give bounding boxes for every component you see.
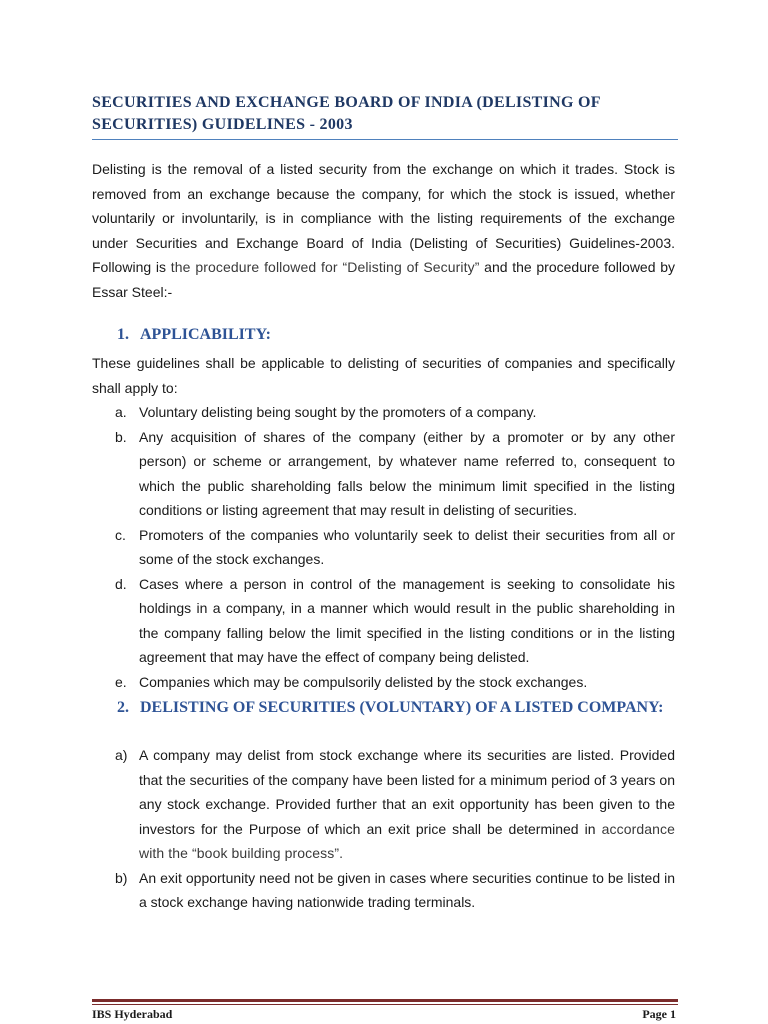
footer-page-number: Page 1 [642, 1007, 676, 1021]
page-title: SECURITIES AND EXCHANGE BOARD OF INDIA (DELISTING OF SECURITIES) GUIDELINES - 2003 [92, 94, 601, 133]
list-item-text: An exit opportunity need not be given in cases where securities continue to be listed in a stock exchange having nationwide trading terminals. [139, 869, 675, 910]
list-item [92, 425, 675, 523]
list-item [92, 670, 675, 695]
list-item-text: Promoters of the companies who voluntarily seek to delist their securities from all or some of the stock exchanges. [139, 526, 675, 567]
list-item [92, 866, 675, 915]
list-item [92, 572, 675, 670]
section-title: APPLICABILITY: [140, 326, 271, 343]
list-item-text: Voluntary delisting being sought by the promoters of a company. [139, 404, 537, 420]
list-marker: d. [115, 575, 127, 592]
intro-text-procedure: the procedure followed for “Delisting of Security” [165, 259, 480, 275]
list-item-text-soft: accordance with the “book building process”. [139, 820, 675, 861]
list-marker: a. [115, 404, 127, 420]
intro-text-essar: and the procedure followed by Essar Steel:- [92, 259, 675, 300]
list-item-text: Any acquisition of shares of the company (either by a promoter or by any other person) or scheme or arrangement, by whatever name referred to, consequent to which the public shareholding falls below the minimum limit specified in the listing conditions or listing agreement that may result in delisting of securities. [139, 428, 675, 518]
list-item [92, 743, 675, 866]
footer-divider-thick [92, 999, 678, 1002]
footer-divider-thin [92, 1004, 678, 1005]
footer-institution: IBS Hyderabad [92, 1007, 173, 1021]
applicability-list [92, 400, 675, 694]
section-number: 2. [117, 699, 129, 716]
list-marker: a) [115, 747, 128, 763]
list-marker: b) [115, 869, 128, 886]
list-item-text: A company may delist from stock exchange where its securities are listed. Provided that the securities of the company have been listed for a minimum period of 3 years on any stock exchange. Provided further that an exit opportunity has been given to the investors for the Purpose of which an exit price shall be determined in [139, 747, 675, 837]
list-marker: b. [115, 428, 127, 445]
list-marker: c. [115, 526, 126, 543]
list-item-text: Cases where a person in control of the management is seeking to consolidate his holdings in a company, in a manner which would result in the public shareholding in the company falling below the limit specified in the listing conditions or in the listing agreement that may have the effect of company being delisted. [139, 575, 675, 665]
intro-paragraph [92, 157, 675, 304]
voluntary-delisting-list [92, 743, 675, 915]
list-item [92, 400, 675, 425]
section-title: DELISTING OF SECURITIES (VOLUNTARY) OF A LISTED COMPANY: [140, 699, 664, 716]
intro-text: Delisting is the removal of a listed security from the exchange on which it trades. Stock is removed from an exchange because the company, for which the stock is issued, whether voluntarily or involuntarily, is in compliance with the listing requirements of the exchange under Securities and Exchange Board of India (Delisting of Securities) Guidelines-2003. Following is [92, 161, 675, 275]
section-heading-voluntary-delisting [117, 696, 677, 720]
list-marker: e. [115, 673, 127, 690]
list-item [92, 523, 675, 572]
section-heading-applicability [117, 323, 677, 347]
applicability-intro: These guidelines shall be applicable to delisting of securities of companies and specifically shall apply to: [92, 355, 675, 396]
list-item-text: Companies which may be compulsorily delisted by the stock exchanges. [139, 673, 588, 690]
title-divider [92, 139, 678, 140]
section-number: 1. [117, 326, 129, 343]
